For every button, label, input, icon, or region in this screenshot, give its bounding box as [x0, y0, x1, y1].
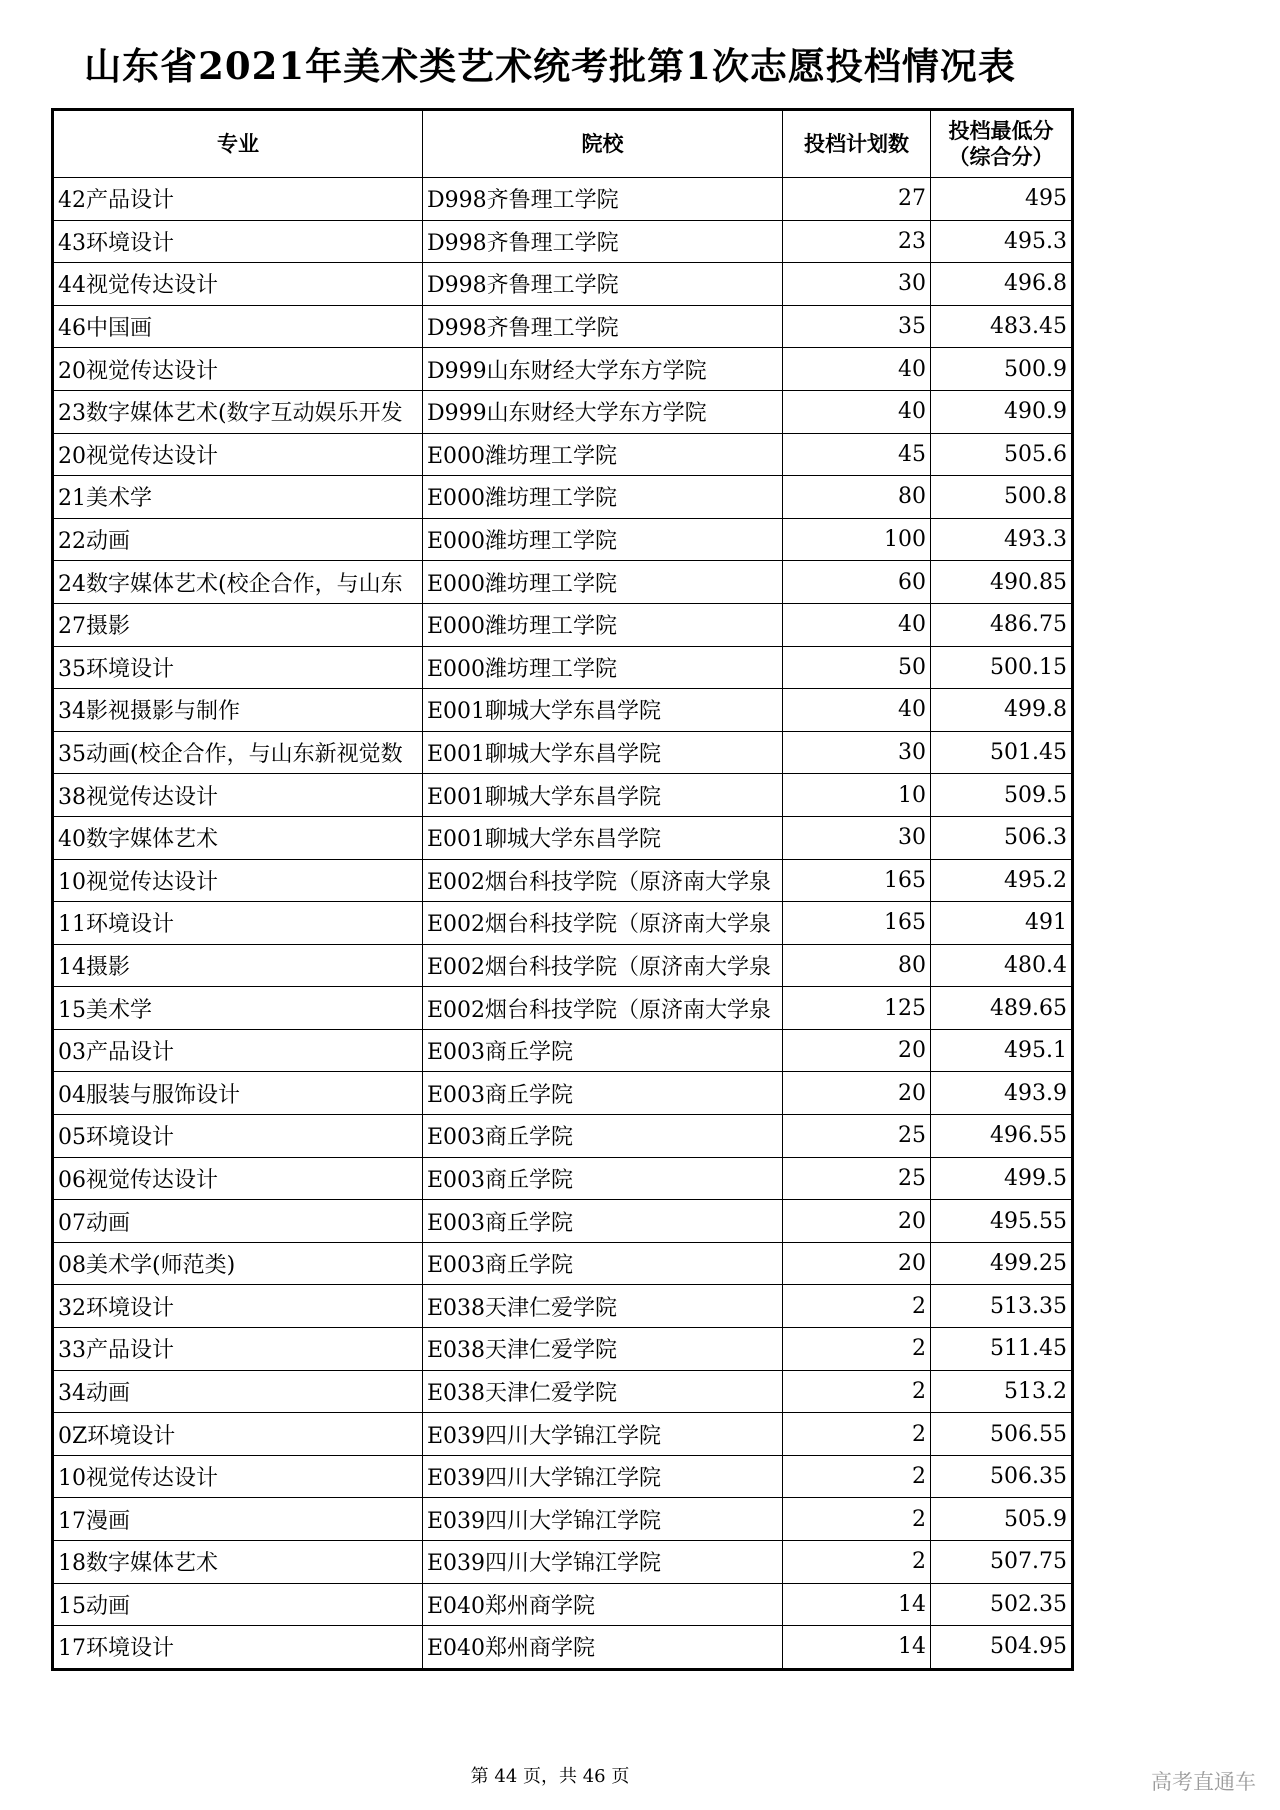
- header-major: 专业: [53, 110, 423, 178]
- table-header-row: [53, 110, 1073, 178]
- major-cell: 34动画: [53, 1370, 423, 1413]
- min-score-cell: 499.8: [931, 689, 1073, 732]
- min-score-cell: 480.4: [931, 944, 1073, 987]
- table-row: [53, 1200, 1073, 1243]
- plan-count-cell: 40: [783, 689, 931, 732]
- plan-count-cell: 25: [783, 1115, 931, 1158]
- min-score-cell: 495.55: [931, 1200, 1073, 1243]
- plan-count-cell: 30: [783, 263, 931, 306]
- table-row: [53, 816, 1073, 859]
- major-cell: 42产品设计: [53, 178, 423, 221]
- major-cell: 10视觉传达设计: [53, 1455, 423, 1498]
- table-row: [53, 1328, 1073, 1371]
- major-cell: 17漫画: [53, 1498, 423, 1541]
- min-score-cell: 496.55: [931, 1115, 1073, 1158]
- school-cell: E039四川大学锦江学院: [423, 1413, 783, 1456]
- major-cell: 04服装与服饰设计: [53, 1072, 423, 1115]
- header-min-score-line1: 投档最低分: [948, 119, 1054, 143]
- min-score-cell: 499.25: [931, 1242, 1073, 1285]
- page-title: 山东省2021年美术类艺术统考批第1次志愿投档情况表: [84, 44, 1016, 88]
- table-row: [53, 1115, 1073, 1158]
- min-score-cell: 486.75: [931, 603, 1073, 646]
- school-cell: E001聊城大学东昌学院: [423, 816, 783, 859]
- school-cell: D998齐鲁理工学院: [423, 305, 783, 348]
- major-cell: 14摄影: [53, 944, 423, 987]
- table-row: [53, 731, 1073, 774]
- school-cell: E001聊城大学东昌学院: [423, 774, 783, 817]
- school-cell: E002烟台科技学院（原济南大学泉: [423, 987, 783, 1030]
- major-cell: 18数字媒体艺术: [53, 1541, 423, 1584]
- watermark: 高考直通车: [1151, 1770, 1256, 1794]
- plan-count-cell: 27: [783, 178, 931, 221]
- table-row: [53, 1285, 1073, 1328]
- school-cell: E003商丘学院: [423, 1115, 783, 1158]
- plan-count-cell: 40: [783, 348, 931, 391]
- page-footer: 第 44 页，共 46 页: [470, 1766, 630, 1787]
- min-score-cell: 493.9: [931, 1072, 1073, 1115]
- table-row: [53, 1583, 1073, 1626]
- table-row: [53, 518, 1073, 561]
- plan-count-cell: 30: [783, 816, 931, 859]
- plan-count-cell: 80: [783, 944, 931, 987]
- plan-count-cell: 125: [783, 987, 931, 1030]
- plan-count-cell: 60: [783, 561, 931, 604]
- table-row: [53, 1029, 1073, 1072]
- min-score-cell: 500.8: [931, 476, 1073, 519]
- plan-count-cell: 2: [783, 1285, 931, 1328]
- min-score-cell: 491: [931, 902, 1073, 945]
- school-cell: E002烟台科技学院（原济南大学泉: [423, 902, 783, 945]
- school-cell: E001聊城大学东昌学院: [423, 689, 783, 732]
- min-score-cell: 490.85: [931, 561, 1073, 604]
- header-min-score-line2: （综合分）: [948, 145, 1054, 169]
- table-row: [53, 220, 1073, 263]
- table-row: [53, 987, 1073, 1030]
- major-cell: 15动画: [53, 1583, 423, 1626]
- school-cell: E039四川大学锦江学院: [423, 1541, 783, 1584]
- plan-count-cell: 35: [783, 305, 931, 348]
- table-row: [53, 178, 1073, 221]
- table-row: [53, 1541, 1073, 1584]
- table-row: [53, 603, 1073, 646]
- plan-count-cell: 25: [783, 1157, 931, 1200]
- table-row: [53, 1072, 1073, 1115]
- min-score-cell: 483.45: [931, 305, 1073, 348]
- plan-count-cell: 30: [783, 731, 931, 774]
- header-min-score: [931, 110, 1073, 178]
- table-body: [53, 178, 1073, 1670]
- min-score-cell: 495.2: [931, 859, 1073, 902]
- major-cell: 44视觉传达设计: [53, 263, 423, 306]
- min-score-cell: 495.1: [931, 1029, 1073, 1072]
- plan-count-cell: 20: [783, 1029, 931, 1072]
- table-row: [53, 1498, 1073, 1541]
- table-row: [53, 689, 1073, 732]
- table-row: [53, 263, 1073, 306]
- table-row: [53, 305, 1073, 348]
- school-cell: D999山东财经大学东方学院: [423, 390, 783, 433]
- min-score-cell: 506.35: [931, 1455, 1073, 1498]
- min-score-cell: 507.75: [931, 1541, 1073, 1584]
- major-cell: 40数字媒体艺术: [53, 816, 423, 859]
- table-row: [53, 1455, 1073, 1498]
- school-cell: E002烟台科技学院（原济南大学泉: [423, 944, 783, 987]
- table-row: [53, 348, 1073, 391]
- table-row: [53, 774, 1073, 817]
- plan-count-cell: 2: [783, 1455, 931, 1498]
- school-cell: E003商丘学院: [423, 1242, 783, 1285]
- major-cell: 10视觉传达设计: [53, 859, 423, 902]
- school-cell: E001聊城大学东昌学院: [423, 731, 783, 774]
- school-cell: E038天津仁爱学院: [423, 1370, 783, 1413]
- min-score-cell: 500.15: [931, 646, 1073, 689]
- major-cell: 06视觉传达设计: [53, 1157, 423, 1200]
- plan-count-cell: 165: [783, 902, 931, 945]
- major-cell: 33产品设计: [53, 1328, 423, 1371]
- plan-count-cell: 20: [783, 1200, 931, 1243]
- min-score-cell: 500.9: [931, 348, 1073, 391]
- major-cell: 21美术学: [53, 476, 423, 519]
- school-cell: D999山东财经大学东方学院: [423, 348, 783, 391]
- header-plan: 投档计划数: [783, 110, 931, 178]
- school-cell: E038天津仁爱学院: [423, 1328, 783, 1371]
- school-cell: E040郑州商学院: [423, 1626, 783, 1670]
- plan-count-cell: 40: [783, 390, 931, 433]
- major-cell: 08美术学(师范类): [53, 1242, 423, 1285]
- plan-count-cell: 2: [783, 1328, 931, 1371]
- min-score-cell: 505.6: [931, 433, 1073, 476]
- school-cell: D998齐鲁理工学院: [423, 263, 783, 306]
- school-cell: E000潍坊理工学院: [423, 518, 783, 561]
- table-row: [53, 433, 1073, 476]
- plan-count-cell: 10: [783, 774, 931, 817]
- table-row: [53, 1413, 1073, 1456]
- plan-count-cell: 14: [783, 1583, 931, 1626]
- plan-count-cell: 20: [783, 1242, 931, 1285]
- min-score-cell: 513.2: [931, 1370, 1073, 1413]
- min-score-cell: 501.45: [931, 731, 1073, 774]
- school-cell: E000潍坊理工学院: [423, 561, 783, 604]
- admission-table: [51, 108, 1074, 1671]
- plan-count-cell: 165: [783, 859, 931, 902]
- school-cell: E000潍坊理工学院: [423, 476, 783, 519]
- major-cell: 35环境设计: [53, 646, 423, 689]
- school-cell: E003商丘学院: [423, 1072, 783, 1115]
- table-row: [53, 859, 1073, 902]
- major-cell: 11环境设计: [53, 902, 423, 945]
- min-score-cell: 496.8: [931, 263, 1073, 306]
- major-cell: 0Z环境设计: [53, 1413, 423, 1456]
- plan-count-cell: 23: [783, 220, 931, 263]
- plan-count-cell: 80: [783, 476, 931, 519]
- table-row: [53, 476, 1073, 519]
- table-row: [53, 1626, 1073, 1670]
- plan-count-cell: 40: [783, 603, 931, 646]
- table-row: [53, 1370, 1073, 1413]
- major-cell: 17环境设计: [53, 1626, 423, 1670]
- school-cell: E000潍坊理工学院: [423, 603, 783, 646]
- min-score-cell: 495.3: [931, 220, 1073, 263]
- plan-count-cell: 2: [783, 1370, 931, 1413]
- school-cell: D998齐鲁理工学院: [423, 178, 783, 221]
- plan-count-cell: 2: [783, 1541, 931, 1584]
- major-cell: 03产品设计: [53, 1029, 423, 1072]
- table-row: [53, 1157, 1073, 1200]
- plan-count-cell: 45: [783, 433, 931, 476]
- school-cell: E002烟台科技学院（原济南大学泉: [423, 859, 783, 902]
- school-cell: E003商丘学院: [423, 1157, 783, 1200]
- major-cell: 24数字媒体艺术(校企合作，与山东: [53, 561, 423, 604]
- school-cell: E003商丘学院: [423, 1029, 783, 1072]
- major-cell: 43环境设计: [53, 220, 423, 263]
- major-cell: 15美术学: [53, 987, 423, 1030]
- min-score-cell: 504.95: [931, 1626, 1073, 1670]
- school-cell: E040郑州商学院: [423, 1583, 783, 1626]
- school-cell: D998齐鲁理工学院: [423, 220, 783, 263]
- major-cell: 27摄影: [53, 603, 423, 646]
- header-school: 院校: [423, 110, 783, 178]
- major-cell: 07动画: [53, 1200, 423, 1243]
- min-score-cell: 493.3: [931, 518, 1073, 561]
- plan-count-cell: 20: [783, 1072, 931, 1115]
- school-cell: E038天津仁爱学院: [423, 1285, 783, 1328]
- min-score-cell: 502.35: [931, 1583, 1073, 1626]
- min-score-cell: 495: [931, 178, 1073, 221]
- school-cell: E000潍坊理工学院: [423, 646, 783, 689]
- major-cell: 22动画: [53, 518, 423, 561]
- plan-count-cell: 14: [783, 1626, 931, 1670]
- major-cell: 46中国画: [53, 305, 423, 348]
- min-score-cell: 511.45: [931, 1328, 1073, 1371]
- major-cell: 05环境设计: [53, 1115, 423, 1158]
- min-score-cell: 509.5: [931, 774, 1073, 817]
- plan-count-cell: 2: [783, 1413, 931, 1456]
- table-row: [53, 1242, 1073, 1285]
- major-cell: 23数字媒体艺术(数字互动娱乐开发: [53, 390, 423, 433]
- table-row: [53, 390, 1073, 433]
- plan-count-cell: 100: [783, 518, 931, 561]
- table-row: [53, 944, 1073, 987]
- min-score-cell: 506.55: [931, 1413, 1073, 1456]
- school-cell: E003商丘学院: [423, 1200, 783, 1243]
- min-score-cell: 499.5: [931, 1157, 1073, 1200]
- table-row: [53, 646, 1073, 689]
- major-cell: 20视觉传达设计: [53, 433, 423, 476]
- school-cell: E000潍坊理工学院: [423, 433, 783, 476]
- min-score-cell: 506.3: [931, 816, 1073, 859]
- min-score-cell: 489.65: [931, 987, 1073, 1030]
- table-row: [53, 561, 1073, 604]
- school-cell: E039四川大学锦江学院: [423, 1455, 783, 1498]
- major-cell: 32环境设计: [53, 1285, 423, 1328]
- min-score-cell: 505.9: [931, 1498, 1073, 1541]
- school-cell: E039四川大学锦江学院: [423, 1498, 783, 1541]
- major-cell: 35动画(校企合作，与山东新视觉数: [53, 731, 423, 774]
- plan-count-cell: 50: [783, 646, 931, 689]
- table-row: [53, 902, 1073, 945]
- major-cell: 34影视摄影与制作: [53, 689, 423, 732]
- min-score-cell: 490.9: [931, 390, 1073, 433]
- min-score-cell: 513.35: [931, 1285, 1073, 1328]
- major-cell: 38视觉传达设计: [53, 774, 423, 817]
- plan-count-cell: 2: [783, 1498, 931, 1541]
- major-cell: 20视觉传达设计: [53, 348, 423, 391]
